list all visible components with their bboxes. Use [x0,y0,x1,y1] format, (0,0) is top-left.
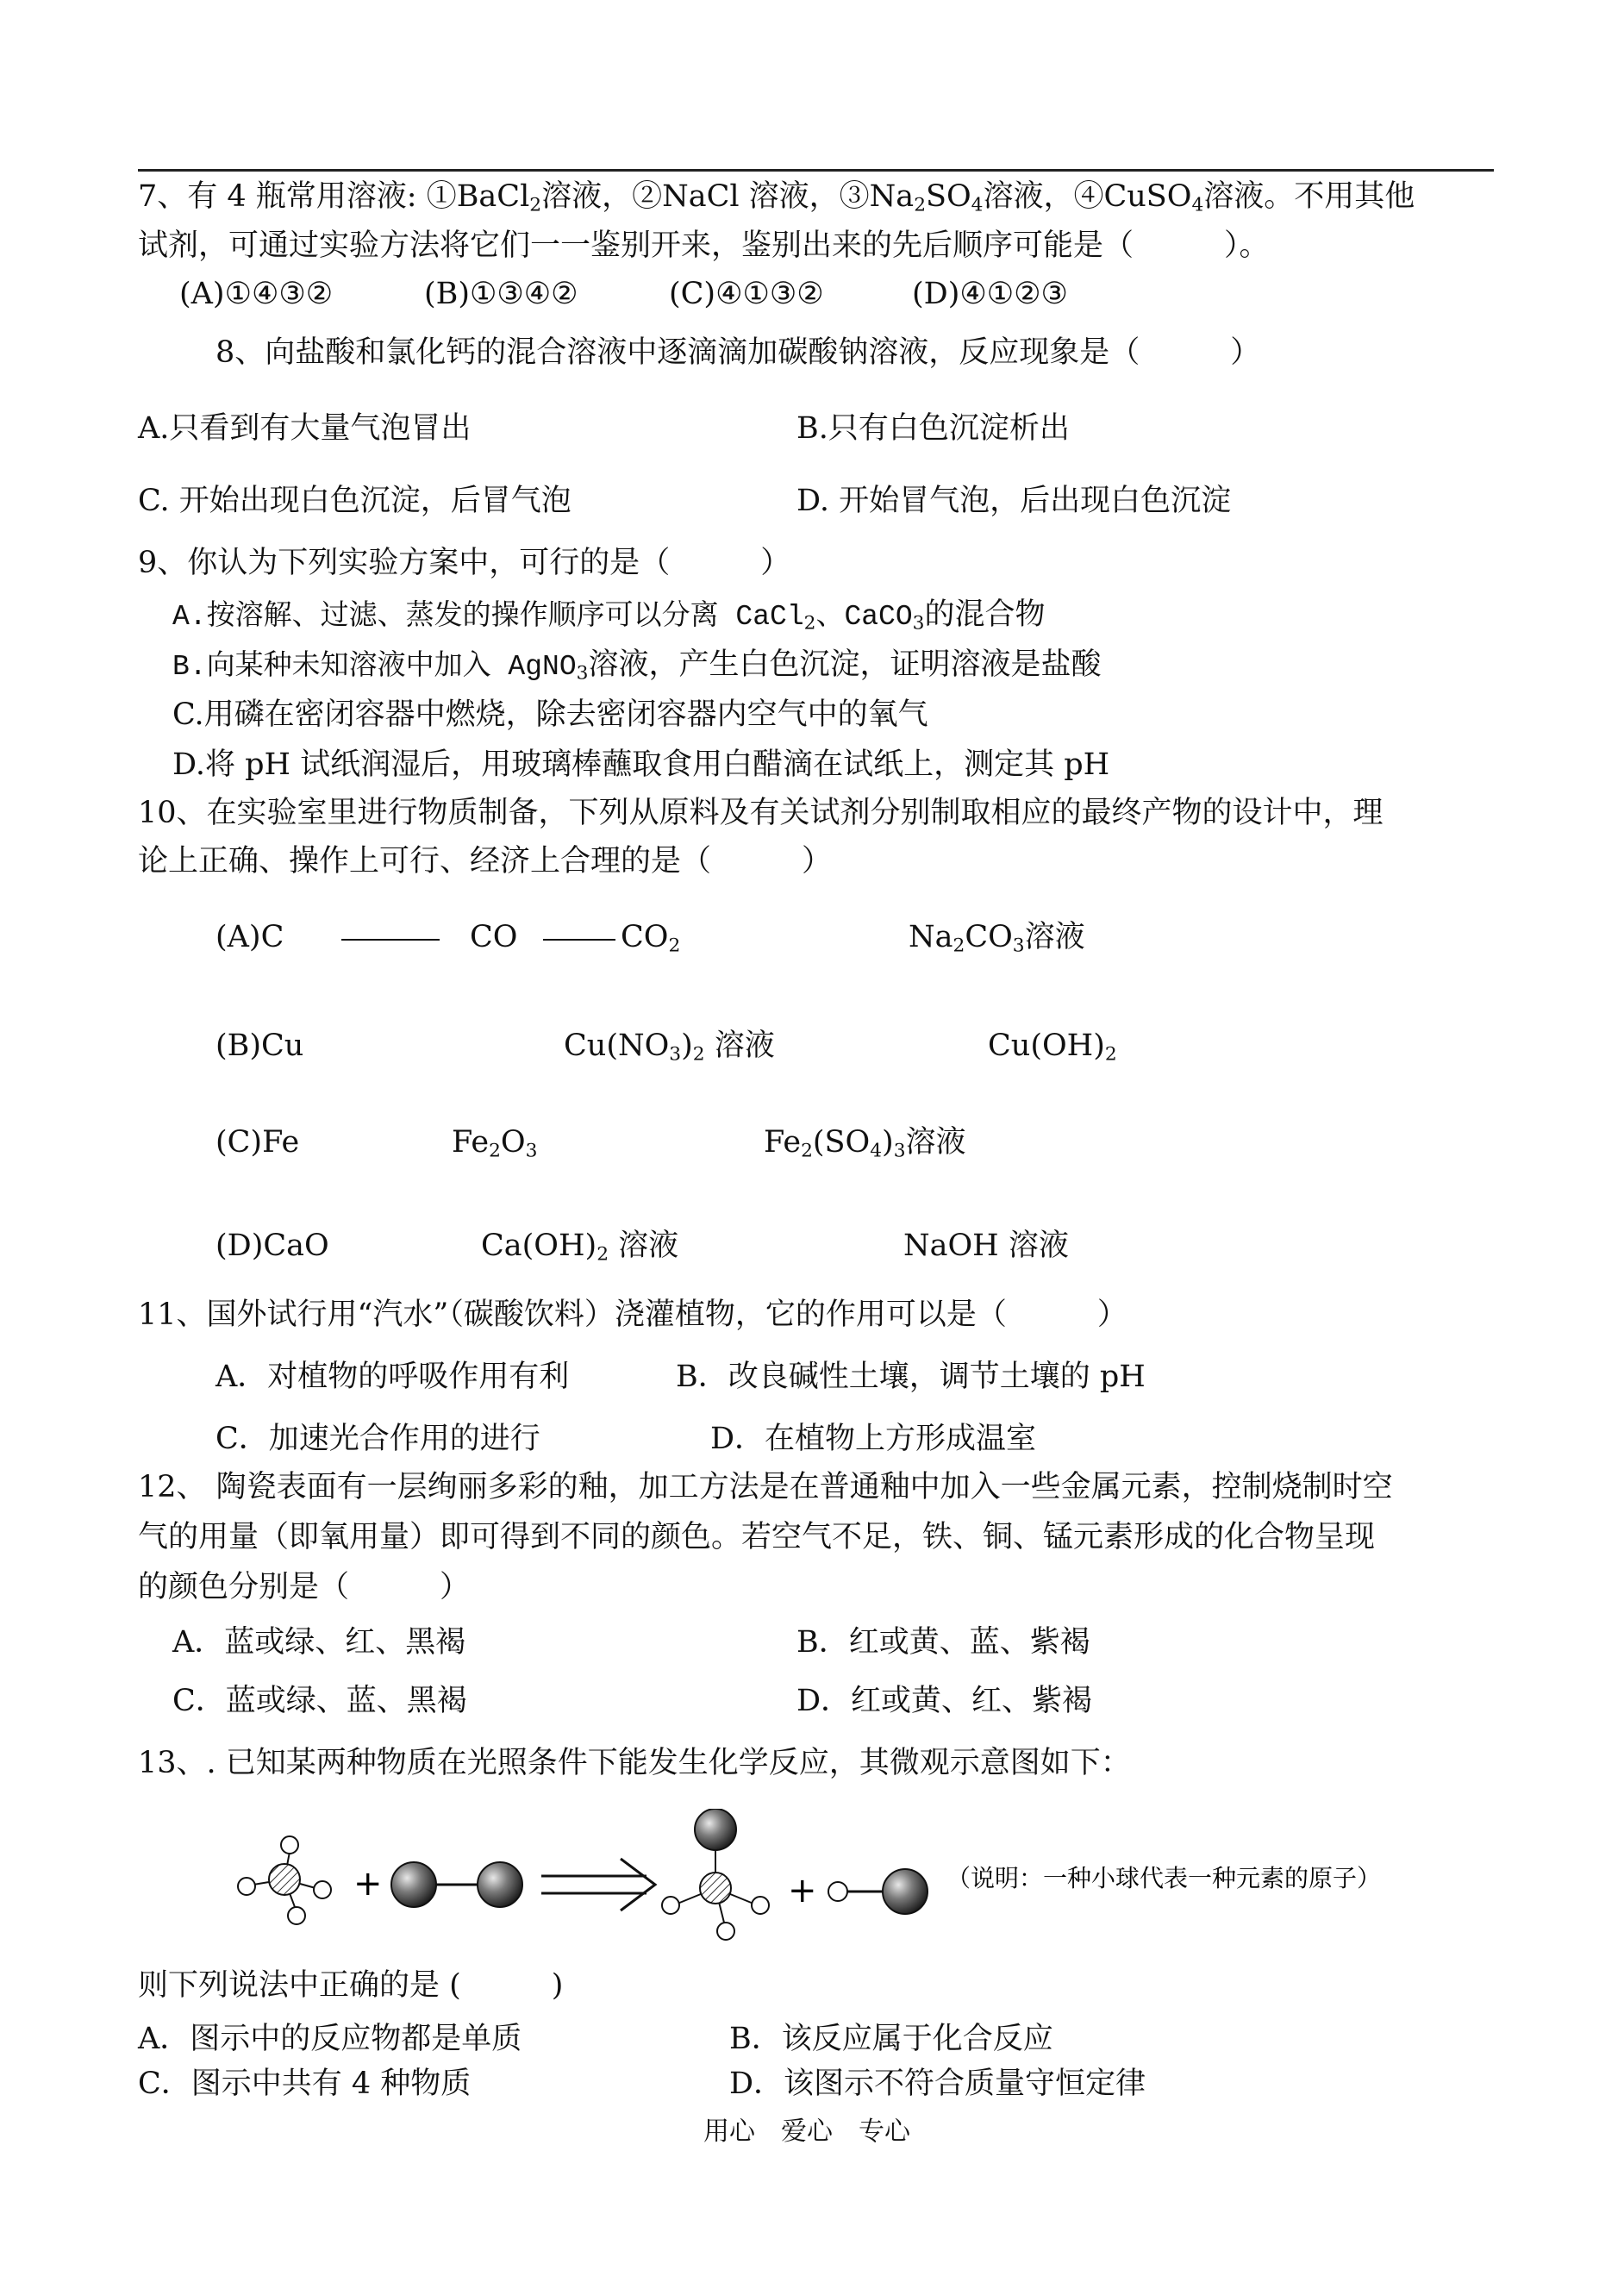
q10-d-caoh2: $Ca(OH)_2$ 溶液 [481,1229,679,1266]
diagram-note: （说明：一种小球代表一种元素的原子） [946,1864,1382,1892]
q12-option-d: D．红或黄、红、紫褐 [796,1684,1093,1718]
header-rule [138,169,1494,172]
hydrogen-atom [314,1881,331,1898]
q10-a-label: (A)C [215,920,284,954]
q10-line2: 论上正确、操作上可行、经济上合理的是（ ） [138,844,833,879]
q8-option-d: D. 开始冒气泡，后出现白色沉淀 [796,484,1232,518]
q7-line2: 试剂，可通过实验方法将它们一一鉴别开来，鉴别出来的先后顺序可能是（ ）。 [138,228,1270,263]
q10-line1: 10、在实验室里进行物质制备，下列从原料及有关试剂分别制取相应的最终产物的设计中，理 [138,796,1384,830]
q10-c-fe2so43: $Fe_2(SO_4)_3$溶液 [764,1125,966,1162]
q12-option-c: C．蓝或绿、蓝、黑褐 [172,1684,467,1718]
q7-option-a: (A)①④③② [179,277,334,311]
reaction-diagram [215,1809,1526,1981]
q13-option-c: C．图示中共有 4 种物质 [138,2067,472,2101]
q7-option-c: (C)④①③② [669,277,824,311]
q10-a-arrow-line-1 [341,939,440,941]
hydrogen-atom [238,1878,255,1895]
chlorine-atom [883,1869,928,1914]
plus-sign-2: + [788,1871,817,1910]
q11-option-c: C．加速光合作用的进行 [215,1422,540,1456]
q7-option-b: (B)①③④② [424,277,578,311]
q10-d-label: (D)CaO [215,1229,329,1263]
hydrogen-atom [752,1897,769,1914]
q10-a-na2co3: $Na_2CO_3$溶液 [909,920,1085,957]
q9-option-a: A.按溶解、过滤、蒸发的操作顺序可以分离 CaCl$_2$、CaCO$_3$的混合物 [172,597,1046,635]
q11-option-a: A．对植物的呼吸作用有利 [215,1360,570,1394]
q8-option-c: C. 开始出现白色沉淀，后冒气泡 [138,484,572,518]
q7-option-d: (D)④①②③ [912,277,1068,311]
q10-b-cuno3: $Cu(NO_3)_2$ 溶液 [564,1029,775,1066]
hydrogen-atom [828,1882,847,1901]
q10-a-arrow-line-2 [543,939,615,941]
q10-b-cuoh2: $Cu(OH)_2$ [988,1029,1117,1066]
hydrogen-atom [717,1923,734,1940]
page-footer: 用心 爱心 专心 [703,2117,910,2147]
q9-option-b: B.向某种未知溶液中加入 AgNO$_3$溶液，产生白色沉淀，证明溶液是盐酸 [172,647,1102,685]
q10-b-label: (B)Cu [215,1029,304,1063]
q13-question: 则下列说法中正确的是 ( ) [138,1968,564,2003]
chlorine-atom [391,1862,436,1907]
q8-stem: 8、向盐酸和氯化钙的混合溶液中逐滴滴加碳酸钠溶液，反应现象是（ ） [215,335,1261,370]
q10-a-co2: $CO_2$ [621,920,681,957]
chlorine-atom [478,1862,522,1907]
reaction-arrow-icon [541,1859,655,1910]
q9-stem: 9、你认为下列实验方案中，可行的是（ ） [138,546,791,580]
product-molecule-2 [828,1869,928,1914]
hydrogen-atom [281,1836,298,1854]
q11-stem: 11、国外试行用“汽水”（碳酸饮料）浇灌植物，它的作用可以是（ ） [138,1298,1127,1332]
q11-option-d: D．在植物上方形成温室 [710,1422,1037,1456]
q10-a-co: CO [470,920,518,954]
q10-d-naoh: NaOH 溶液 [903,1229,1069,1263]
q8-option-a: A.只看到有大量气泡冒出 [138,411,472,446]
q13-option-d: D．该图示不符合质量守恒定律 [729,2067,1146,2101]
q10-c-label: (C)Fe [215,1125,300,1160]
q11-option-b: B．改良碱性土壤，调节土壤的 pH [676,1360,1146,1394]
q12-option-a: A．蓝或绿、红、黑褐 [172,1625,466,1660]
carbon-atom [269,1864,300,1895]
carbon-atom [700,1873,731,1904]
reactant-molecule-1 [238,1836,331,1924]
plus-sign-1: + [353,1864,383,1904]
q8-option-b: B.只有白色沉淀析出 [796,411,1070,446]
q9-option-d: D.将 pH 试纸润湿后，用玻璃棒蘸取食用白醋滴在试纸上，测定其 pH [172,747,1110,782]
q9-option-c: C.用磷在密闭容器中燃烧，除去密闭容器内空气中的氧气 [172,697,928,732]
product-molecule-1 [662,1809,769,1940]
q12-line3: 的颜色分别是（ ） [138,1570,471,1604]
q13-option-a: A．图示中的反应物都是单质 [138,2022,522,2056]
q13-option-b: B．该反应属于化合反应 [729,2022,1053,2056]
reactant-molecule-2 [391,1862,522,1907]
q12-line1: 12、 陶瓷表面有一层绚丽多彩的釉，加工方法是在普通釉中加入一些金属元素，控制烧制时空 [138,1470,1393,1504]
q13-stem: 13、. 已知某两种物质在光照条件下能发生化学反应，其微观示意图如下： [138,1746,1131,1780]
q12-line2: 气的用量（即氧用量）即可得到不同的颜色。若空气不足，铁、铜、锰元素形成的化合物呈现 [138,1520,1376,1554]
q7-line1: 7、有 4 瓶常用溶液: ①BaCl$_2$溶液，②NaCl 溶液，$③Na_2SO_4$溶液，④CuSO$_4$溶液。不用其他 [138,179,1415,216]
q10-c-fe2o3: $Fe_2O_3$ [452,1125,538,1162]
hydrogen-atom [288,1907,305,1924]
chlorine-atom [695,1809,736,1850]
q12-option-b: B．红或黄、蓝、紫褐 [796,1625,1090,1660]
hydrogen-atom [662,1897,679,1914]
